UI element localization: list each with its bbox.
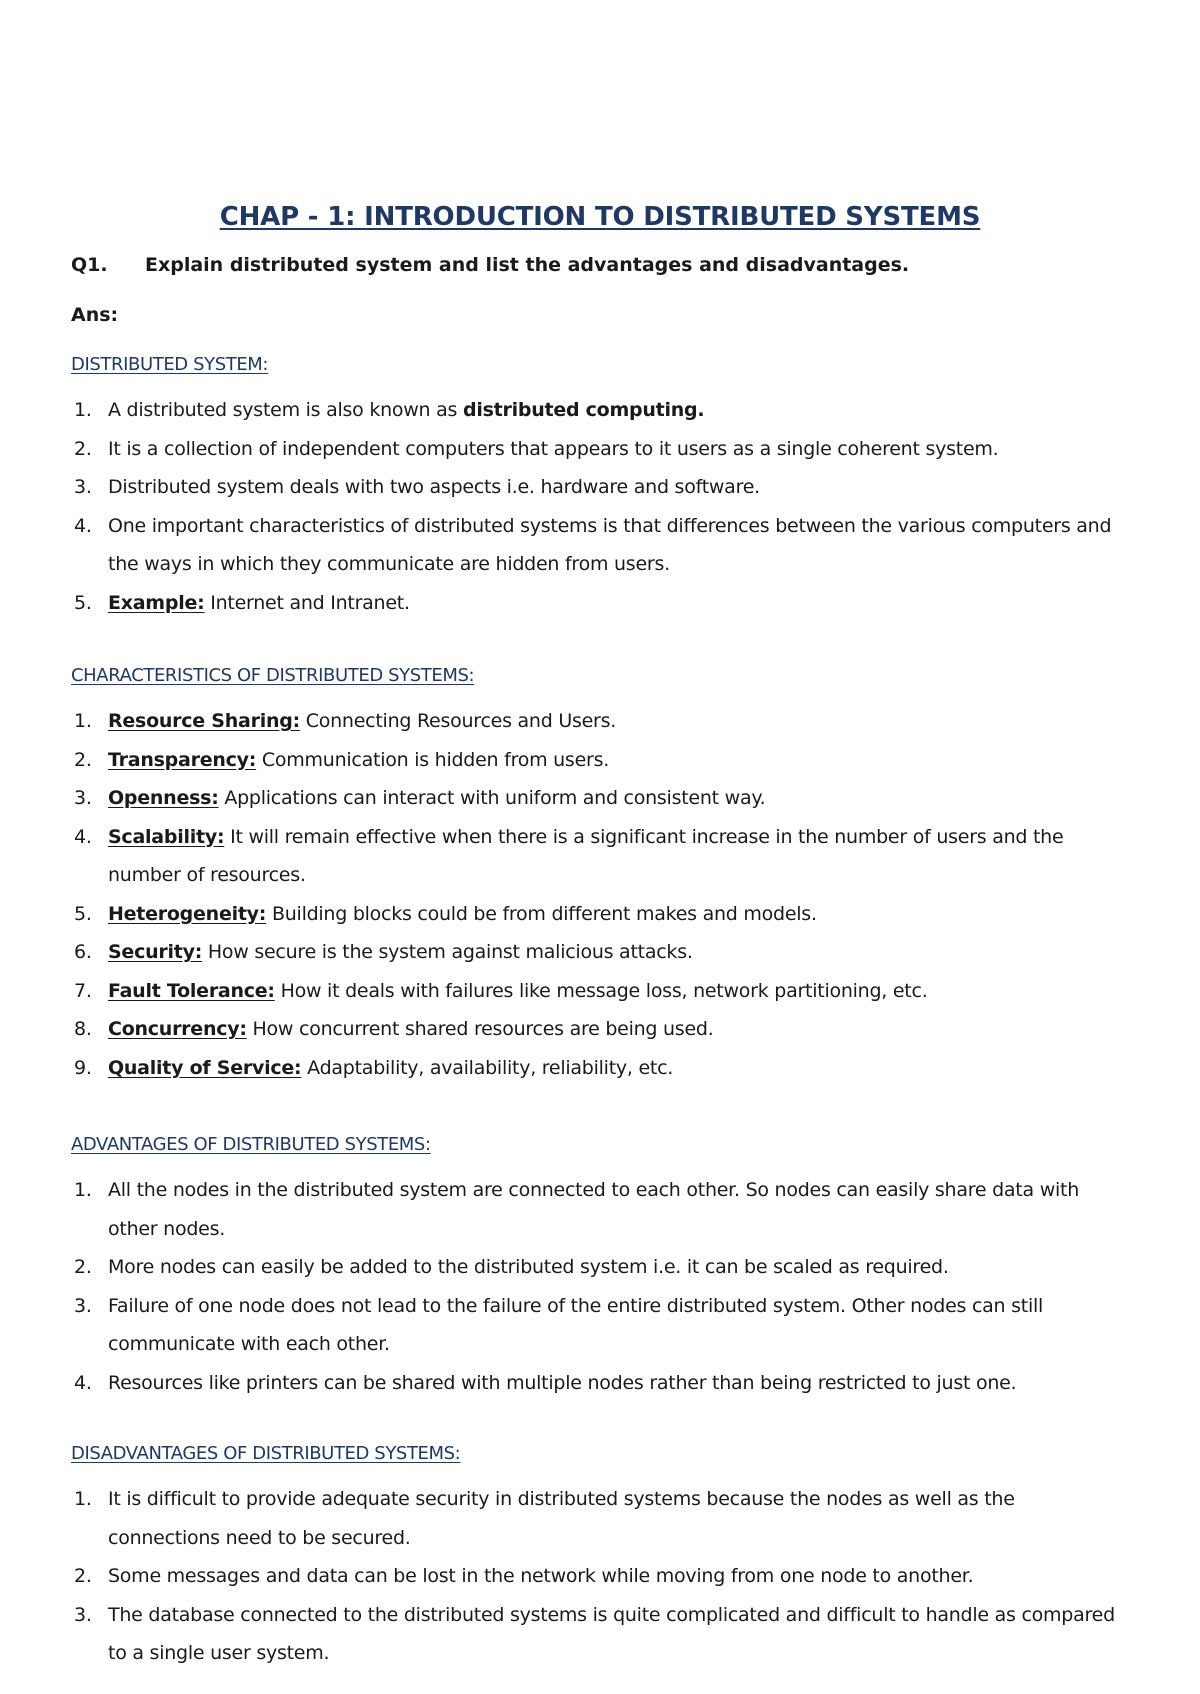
item-text: Distributed system deals with two aspects i.e. hardware and software. [108, 476, 760, 498]
item-term: Resource Sharing: [108, 710, 300, 732]
question [71, 254, 909, 276]
item-number: 1. [74, 710, 92, 732]
item-term: Example: [108, 591, 205, 614]
list-item [71, 1596, 1131, 1673]
item-prefix: A distributed system is also known as [108, 399, 463, 421]
item-number: 6. [74, 941, 92, 963]
item-number: 4. [74, 514, 92, 537]
list-item [71, 895, 1131, 934]
item-number: 4. [74, 825, 92, 848]
section-list [71, 1171, 1131, 1402]
item-term: Transparency: [108, 748, 257, 771]
item-number: 1. [74, 399, 92, 421]
section-heading: DISADVANTAGES OF DISTRIBUTED SYSTEMS: [71, 1443, 461, 1464]
item-text: Building blocks could be from different makes and models. [266, 902, 817, 925]
item-text: Connecting Resources and Users. [299, 710, 617, 732]
list-item [71, 1364, 1131, 1403]
question-number: Q1. [71, 254, 108, 276]
answer-label: Ans: [71, 304, 119, 326]
section-characteristics [71, 665, 1131, 1087]
item-term: Concurrency: [108, 1018, 247, 1040]
list-item [71, 1171, 1131, 1248]
item-text: How it deals with failures like message loss, network partitioning, etc. [274, 979, 928, 1002]
item-text: It is a collection of independent computers that appears to it users as a single coherent system. [108, 437, 999, 460]
item-term: Fault Tolerance: [108, 979, 275, 1002]
list-item [71, 741, 1131, 780]
item-number: 3. [74, 787, 92, 809]
list-item [71, 584, 1131, 623]
item-text: Adaptability, availability, reliability, etc. [301, 1056, 674, 1079]
section-advantages [71, 1134, 1131, 1402]
item-number: 5. [74, 591, 92, 614]
item-text: Some messages and data can be lost in the network while moving from one node to another. [108, 1565, 974, 1587]
item-text: Failure of one node does not lead to the failure of the entire distributed system. Other nodes can still communicate with each other. [108, 1294, 1044, 1355]
item-text: Resources like printers can be shared with multiple nodes rather than being restricted to just one. [108, 1371, 1017, 1394]
list-item [71, 507, 1131, 584]
list-item [71, 1010, 1131, 1049]
item-number: 3. [74, 476, 92, 498]
list-item [71, 702, 1131, 741]
item-text: Applications can interact with uniform and consistent way. [218, 787, 766, 809]
item-number: 8. [74, 1018, 92, 1040]
list-item [71, 1557, 1131, 1596]
item-text: The database connected to the distributed systems is quite complicated and difficult to handle as compared to a single user system. [108, 1603, 1115, 1664]
item-term: Openness: [108, 787, 219, 809]
section-list [71, 702, 1131, 1087]
question-text: Explain distributed system and list the advantages and disadvantages. [145, 254, 910, 276]
item-text: Communication is hidden from users. [256, 748, 610, 771]
section-heading: DISTRIBUTED SYSTEM: [71, 354, 269, 375]
item-text: How secure is the system against malicious attacks. [202, 941, 693, 963]
list-item [71, 1480, 1131, 1557]
item-number: 1. [74, 1179, 92, 1201]
list-item [71, 779, 1131, 818]
list-item [71, 430, 1131, 469]
section-list [71, 391, 1131, 622]
item-term: Security: [108, 941, 203, 963]
item-number: 2. [74, 437, 92, 460]
item-number: 2. [74, 1256, 92, 1278]
item-text: Internet and Intranet. [204, 591, 410, 614]
list-item [71, 1049, 1131, 1088]
section-list [71, 1480, 1131, 1673]
item-term: Scalability: [108, 825, 225, 848]
item-text: It will remain effective when there is a significant increase in the number of users and the number of resources. [108, 825, 1064, 886]
item-strong: distributed computing. [462, 399, 705, 421]
item-number: 9. [74, 1056, 92, 1079]
item-term: Heterogeneity: [108, 902, 267, 925]
list-item [71, 972, 1131, 1011]
item-number: 4. [74, 1371, 92, 1394]
item-number: 2. [74, 748, 92, 771]
item-number: 3. [74, 1603, 92, 1626]
item-number: 5. [74, 902, 92, 925]
item-number: 7. [74, 979, 92, 1002]
section-heading: ADVANTAGES OF DISTRIBUTED SYSTEMS: [71, 1134, 431, 1155]
section-disadvantages [71, 1443, 1131, 1673]
item-number: 2. [74, 1565, 92, 1587]
list-item [71, 1248, 1131, 1287]
section-heading: CHARACTERISTICS OF DISTRIBUTED SYSTEMS: [71, 665, 475, 686]
list-item [71, 468, 1131, 507]
item-number: 1. [74, 1488, 92, 1510]
chapter-title: CHAP - 1: INTRODUCTION TO DISTRIBUTED SYSTEMS [219, 202, 981, 232]
item-number: 3. [74, 1294, 92, 1317]
item-term: Quality of Service: [108, 1056, 302, 1079]
list-item [71, 818, 1131, 895]
item-text: One important characteristics of distributed systems is that differences between the various computers and the ways in which they communicate are hidden from users. [108, 514, 1112, 575]
list-item [71, 933, 1131, 972]
list-item [71, 391, 1131, 430]
item-text: It is difficult to provide adequate security in distributed systems because the nodes as well as the connections need to be secured. [108, 1488, 1015, 1549]
item-text: How concurrent shared resources are being used. [246, 1018, 714, 1040]
item-text: All the nodes in the distributed system are connected to each other. So nodes can easily share data with other nodes. [108, 1179, 1079, 1240]
list-item [71, 1287, 1131, 1364]
section-distributed-system [71, 354, 1131, 622]
item-text: More nodes can easily be added to the distributed system i.e. it can be scaled as required. [108, 1256, 949, 1278]
